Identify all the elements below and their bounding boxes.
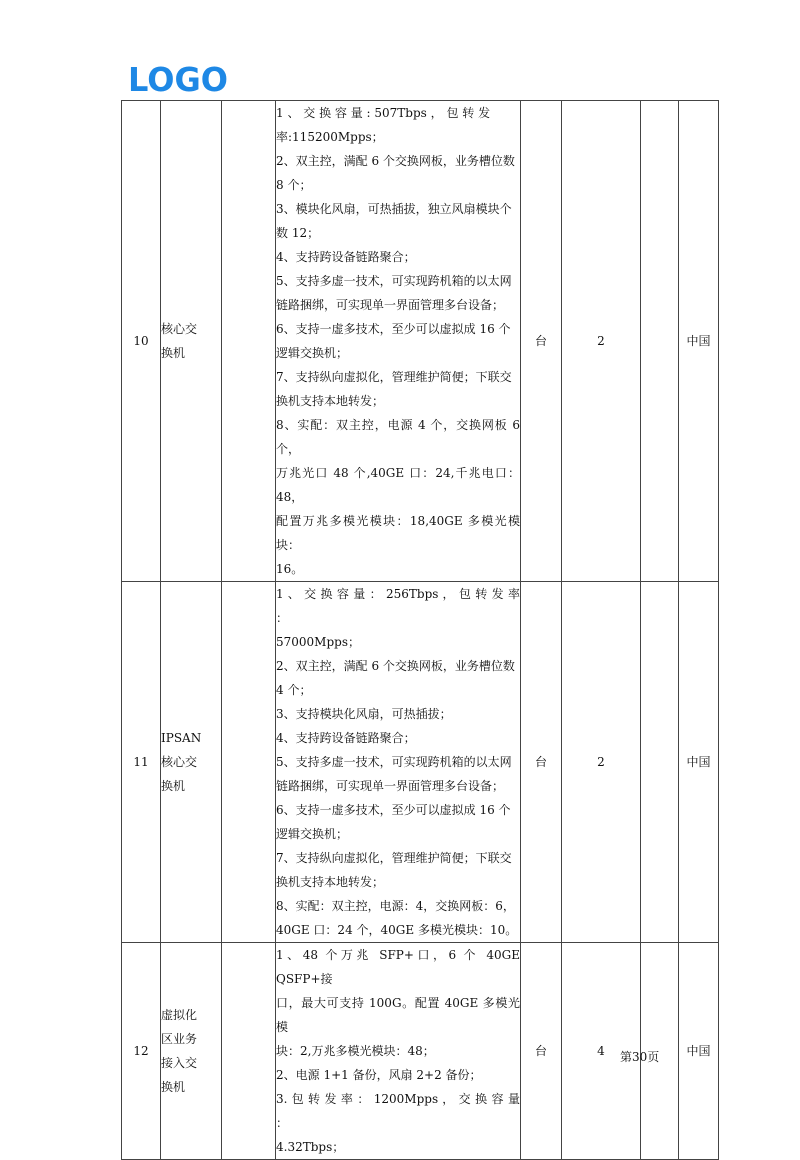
spec-line: 1 、 交 换 容 量 ： 256Tbps ， 包 转 发 率 ： <box>276 587 520 625</box>
spec-line: 4、支持跨设备链路聚合； <box>276 731 416 745</box>
equipment-spec-table <box>121 100 719 1160</box>
item-name-cell <box>161 582 222 943</box>
spec-line: 万兆光口 48 个,40GE 口：24,千兆电口：48， <box>276 466 520 504</box>
unit-cell: 台 <box>521 101 562 582</box>
spec-line: 数 12； <box>276 226 320 240</box>
spec-line: 2、双主控，满配 6 个交换网板，业务槽位数 <box>276 659 515 673</box>
spec-line: 3、支持模块化风扇，可热插拔； <box>276 707 452 721</box>
spec-line: 57000Mpps； <box>276 635 360 649</box>
specification-cell <box>276 943 521 1160</box>
item-name-cell <box>161 943 222 1160</box>
spec-line: 5、支持多虚一技术，可实现跨机箱的以太网 <box>276 274 512 288</box>
quantity-cell: 4 <box>562 943 641 1160</box>
spec-line: 8 个； <box>276 178 312 192</box>
origin-cell: 中国 <box>679 582 719 943</box>
origin-cell: 中国 <box>679 101 719 582</box>
quantity-cell: 2 <box>562 582 641 943</box>
item-name-line: 换机 <box>161 346 186 360</box>
brand-cell <box>222 101 276 582</box>
spec-line: 7、支持纵向虚拟化，管理维护简便；下联交 <box>276 851 512 865</box>
page-number: 第30页 <box>620 1050 660 1064</box>
spec-line: 6、支持一虚多技术，至少可以虚拟成 16 个 <box>276 803 511 817</box>
item-number-cell: 10 <box>122 101 161 582</box>
spec-line: 链路捆绑，可实现单一界面管理多台设备； <box>276 779 505 793</box>
item-name-line: IPSAN <box>161 731 202 745</box>
spec-line: 16。 <box>276 562 304 576</box>
spec-line: 换机支持本地转发； <box>276 394 385 408</box>
spec-line: 2、电源 1+1 备份，风扇 2+2 备份； <box>276 1068 482 1082</box>
item-number-cell: 12 <box>122 943 161 1160</box>
logo-text: LOGO <box>128 62 228 94</box>
quantity-cell: 2 <box>562 101 641 582</box>
spec-line: 链路捆绑，可实现单一界面管理多台设备； <box>276 298 505 312</box>
origin-cell: 中国 <box>679 943 719 1160</box>
spec-line: 8、实配：双主控，电源 4 个，交换网板 6 个， <box>276 418 520 456</box>
item-number-cell: 11 <box>122 582 161 943</box>
item-name-line: 虚拟化 <box>161 1008 198 1022</box>
spec-line: 口，最大可支持 100G。配置 40GE 多模光模 <box>276 996 520 1034</box>
table-row <box>122 582 719 943</box>
item-name-line: 核心交 <box>161 322 198 336</box>
spec-line: 3、模块化风扇，可热插拔，独立风扇模块个 <box>276 202 512 216</box>
price-cell <box>641 582 679 943</box>
item-name-line: 核心交 <box>161 755 198 769</box>
item-name-line: 区业务 <box>161 1032 198 1046</box>
spec-line: 40GE 口：24 个，40GE 多模光模块：10。 <box>276 923 518 937</box>
item-name-line: 换机 <box>161 779 186 793</box>
price-cell <box>641 101 679 582</box>
unit-cell: 台 <box>521 582 562 943</box>
company-logo <box>128 62 228 94</box>
spec-line: 4.32Tbps； <box>276 1140 345 1154</box>
spec-line: 1 、 交 换 容 量 : 507Tbps ， 包 转 发 <box>276 106 491 120</box>
specification-cell <box>276 582 521 943</box>
specification-cell <box>276 101 521 582</box>
spec-line: 4、支持跨设备链路聚合； <box>276 250 416 264</box>
spec-line: 5、支持多虚一技术，可实现跨机箱的以太网 <box>276 755 512 769</box>
spec-line: 7、支持纵向虚拟化，管理维护简便；下联交 <box>276 370 512 384</box>
spec-line: 8、实配：双主控，电源：4，交换网板：6， <box>276 899 515 913</box>
brand-cell <box>222 582 276 943</box>
item-name-line: 接入交 <box>161 1056 198 1070</box>
spec-line: 4 个； <box>276 683 312 697</box>
spec-line: 2、双主控，满配 6 个交换网板，业务槽位数 <box>276 154 515 168</box>
spec-line: 块：2,万兆多模光模块：48； <box>276 1044 435 1058</box>
spec-line: 换机支持本地转发； <box>276 875 385 889</box>
spec-line: 逻辑交换机； <box>276 827 349 841</box>
spec-line: 配置万兆多模光模块：18,40GE 多模光模块： <box>276 514 520 552</box>
spec-line: 1、48 个万兆 SFP+口，6 个 40GE QSFP+接 <box>276 948 520 986</box>
spec-line: 6、支持一虚多技术，至少可以虚拟成 16 个 <box>276 322 511 336</box>
spec-line: 逻辑交换机； <box>276 346 349 360</box>
unit-cell: 台 <box>521 943 562 1160</box>
spec-line: 3. 包 转 发 率 ： 1200Mpps ， 交 换 容 量 ： <box>276 1092 520 1130</box>
table-row <box>122 101 719 582</box>
item-name-cell <box>161 101 222 582</box>
spec-line: 率:115200Mpps； <box>276 130 384 144</box>
brand-cell <box>222 943 276 1160</box>
item-name-line: 换机 <box>161 1080 186 1094</box>
